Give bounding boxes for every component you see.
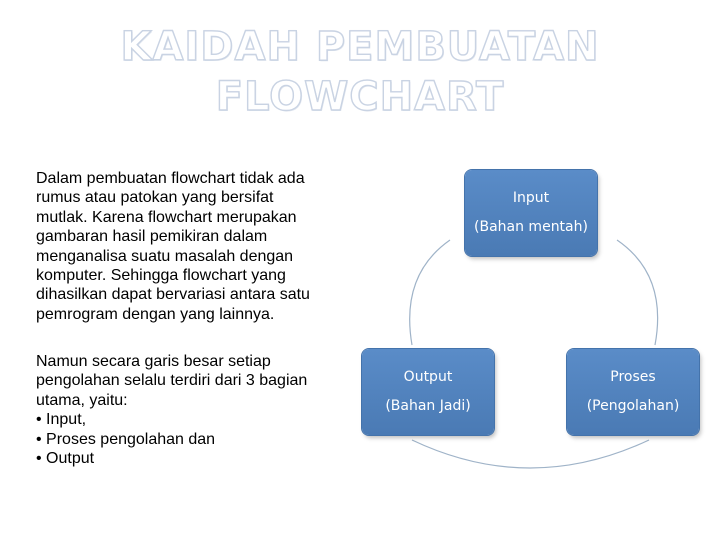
input-box xyxy=(465,170,597,256)
bullet-input: • Input, xyxy=(36,411,87,429)
text-line: Namun secara garis besar setiap xyxy=(36,353,271,370)
text-line: Dalam pembuatan flowchart tidak ada xyxy=(36,170,305,187)
text-line: pemrogram dengan yang lainnya. xyxy=(36,305,275,323)
output-sublabel: (Bahan Jadi) xyxy=(385,398,471,414)
text-line: pengolahan selalu terdiri dari 3 bagian xyxy=(36,372,308,390)
arc-input-to-proses xyxy=(617,240,658,345)
arc-output-to-proses xyxy=(412,440,649,468)
input-sublabel: (Bahan mentah) xyxy=(474,219,588,235)
proses-sublabel: (Pengolahan) xyxy=(586,398,680,414)
text-line: dihasilkan dapat bervariasi antara satu xyxy=(36,286,310,304)
proses-box xyxy=(567,349,699,435)
proses-label: Proses xyxy=(610,369,656,385)
title-line-1: KAIDAH PEMBUATAN xyxy=(120,24,600,70)
arc-input-to-output xyxy=(410,240,450,345)
text-line: gambaran hasil pemikiran dalam xyxy=(36,228,268,246)
input-label: Input xyxy=(512,190,550,206)
text-line: komputer. Sehingga flowchart yang xyxy=(36,267,286,285)
text-line: mutlak. Karena flowchart merupakan xyxy=(36,208,297,226)
text-line: utama, yaitu: xyxy=(36,391,128,409)
bullet-output: • Output xyxy=(36,450,95,468)
title-line-2: FLOWCHART xyxy=(215,74,505,120)
output-box xyxy=(362,349,494,435)
bullet-proses: • Proses pengolahan dan xyxy=(36,430,216,448)
output-label: Output xyxy=(403,369,453,385)
text-line: rumus atau patokan yang bersifat xyxy=(36,189,274,207)
text-line: menganalisa suatu masalah dengan xyxy=(36,247,294,265)
